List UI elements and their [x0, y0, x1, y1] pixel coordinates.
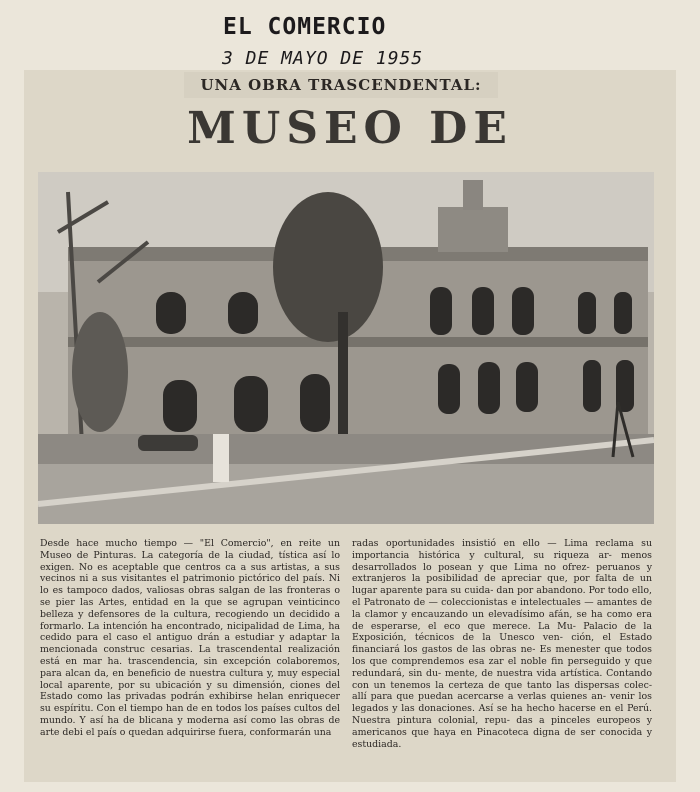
handwritten-date: 3 DE MAYO DE 1955	[222, 48, 424, 69]
palace-photograph	[38, 172, 654, 524]
article-column-2: radas oportunidades insistió en ello — Lima reclama su importancia histórica y cultural, su riqueza ar- menos desarrollados lo posean y que Lima no ofrez- peruanos y extranjeros la posibilidad de apreciar que, por falta de un lugar aparente para su cuida- dan por abandono. Por todo ello, el Patronato de — coleccionistas e intelectuales — amantes de la clamor y encauzando un elevadísimo afán, se ha como era de esperarse, el eco que merece. La Mu- Palacio de la Exposición, técnicos de la Unesco ven- ción, el Estado financiará los gastos de las obras ne- Es menester que todos los que comprendemos esa zar el noble fin perseguido y que redundará, sin du- mente, de nuestra vida artística. Contando con un tenemos la certeza de que tanto las dispersas colec- allí para que puedan acercarse a verlas quienes an- venir los legados y las donaciones. Así se ha hecho hacerse en el Perú. Nuestra pintura colonial, repu- das a pinceles europeos y americanos que haya en Pinacoteca digna de ser conocida y estudiada.	[352, 538, 652, 750]
article-kicker: UNA OBRA TRASCENDENTAL:	[184, 72, 498, 98]
article-headline: MUSEO DE	[187, 103, 513, 154]
handwritten-newspaper-name: EL COMERCIO	[223, 14, 387, 40]
article-column-1: Desde hace mucho tiempo — "El Comercio", en reite un Museo de Pinturas. La categoría de la ciudad, tística así lo exigen. No es aceptable que centros ca a sus artistas, a sus vecinos ni a sus visitantes el patrimonio pictórico del país. Ni lo es tampoco dados, valiosas obras salgan de las fronteras o se pier las Artes, entidad en la que se agrupan veinticinco belleza y defensores de la cultura, recogiendo un decidido a formarlo. La intención ha encontrado, nicipalidad de Lima, ha cedido para el caso el antiguo drán a estudiar y adaptar la mencionada construc cesarias. La trascendental realización está en mar ha. trascendencia, sin excepción colaboremos, para alcan da, en beneficio de nuestra cultura y, muy especial local aparente, por su ubicación y su dimensión, ciones del Estado como las privadas podrán exhibirse helan enriquecer su espíritu. Con el tiempo han de en todos los países cultos del mundo. Y así ha de blicana y moderna así como las obras de arte debi el país o quedan adquirirse fuera, conformarán una	[40, 538, 340, 738]
